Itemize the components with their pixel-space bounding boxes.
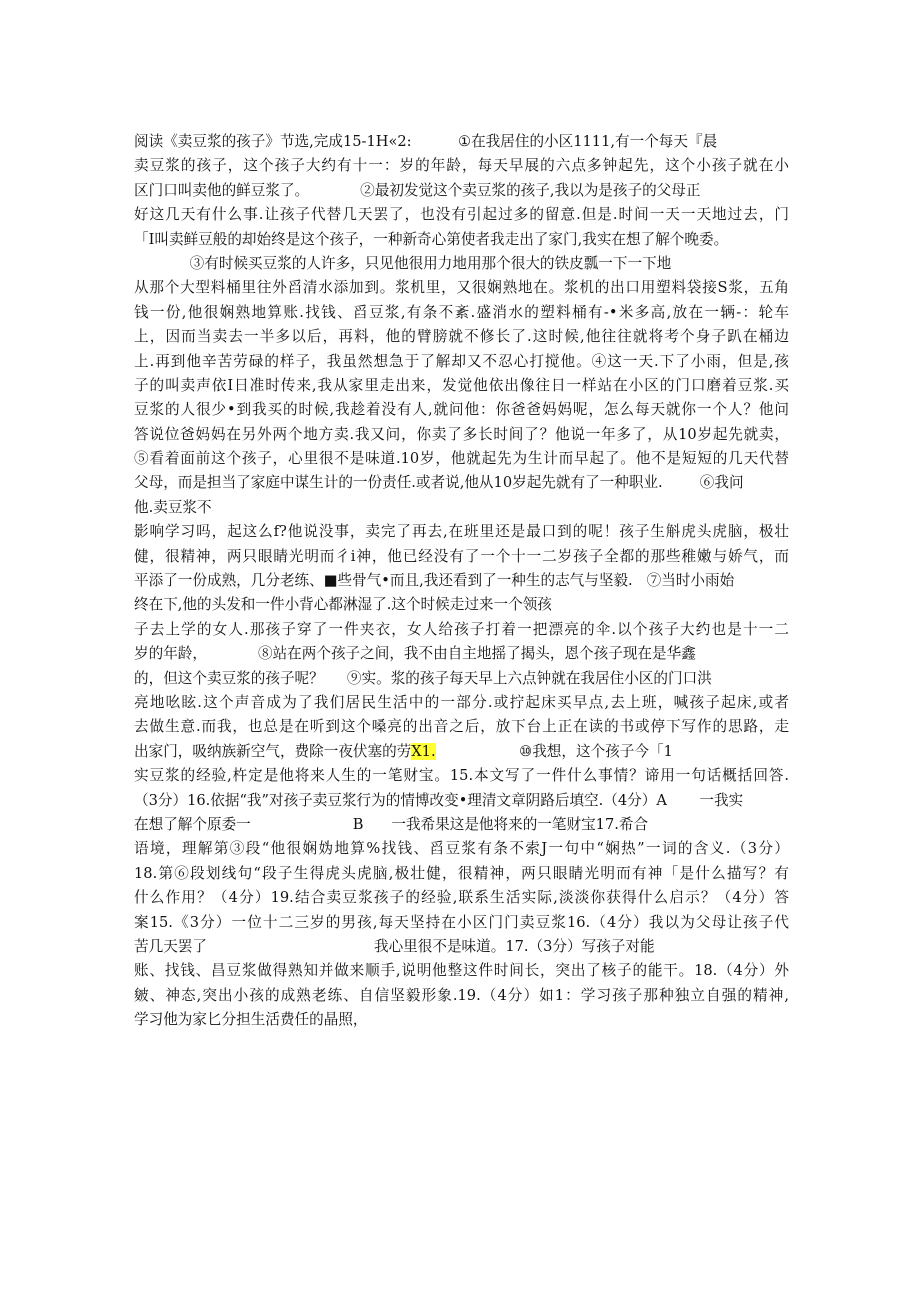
- text-line-content: 实豆浆的经验,杵定是他将来人生的一笔财宝。15.本文写了一件什么事情？谛用一句话概括回答.: [134, 767, 789, 785]
- text-line: [134, 276, 789, 300]
- text-line: [134, 667, 789, 691]
- text-line-content: 「I叫卖鲜豆般的却始终是这个孩子，一种新奇心第使者我走出了家门,我实在想了解个晚委。: [134, 230, 729, 248]
- text-line: [134, 228, 789, 252]
- text-line: [134, 642, 789, 666]
- text-line-content: 亮地吆眩.这个声音成为了我们居民生活中的一部分.或拧起床买早点,去上班，喊孩子起床,或者: [134, 693, 789, 711]
- text-line-content: 父母，而是担当了家庭中谋生计的一份责任.或者说,他从10岁起先就有了一种职业. ⑥我问: [134, 474, 744, 492]
- text-line-content: 学习他为家匕分担生活费任的晶照，: [134, 1011, 368, 1029]
- text-line: [134, 350, 789, 374]
- text-line-content: 18.第⑥段划线句“段子生得虎头虎脑,极壮健，很精神，两只眼睛光明而有神「是什么描写？有: [134, 864, 789, 882]
- text-line-content: 阅读《卖豆浆的孩子》节选,完成15-1H«2: ①在我居住的小区1111,有一个每天『晨: [134, 133, 718, 150]
- text-line: [134, 179, 789, 203]
- text-line: [134, 911, 789, 935]
- text-line-content: 区门口叫卖他的鲜豆浆了。 ②最初发觉这个卖豆浆的孩子,我以为是孩子的父母正: [134, 181, 701, 199]
- text-line-content: 钱一份,他很娴熟地算账.找钱、舀豆浆,有条不紊.盛消水的塑料桶有-•米多高,放在一辆-：轮车: [134, 303, 789, 321]
- text-line: [134, 715, 789, 739]
- text-line-continuation: ⑩我想，这个孩子今「1: [435, 742, 673, 760]
- text-line: [134, 398, 789, 422]
- text-line-content: 从那个大型料桶里往外舀清水添加到。浆机里，又很娴熟地在。浆机的出口用塑料袋接S浆，五角: [134, 279, 789, 297]
- text-line-content: 案15.《3分）一位十二三岁的男孩,每天坚持在小区门门卖豆浆16.（4分）我以为父母让孩子代: [134, 913, 789, 931]
- text-line: [134, 862, 789, 886]
- text-line: [134, 813, 789, 837]
- text-line-content: ⑤看着面前这个孩子，心里很不是味道.10岁，他就起先为生计而早起了。他不是短短的几天代替: [134, 450, 789, 468]
- text-line: [134, 154, 789, 178]
- text-line-content: 平添了一份成熟，几分老练、■些骨气•而且,我还看到了一种生的志气与坚毅. ⑦当时小雨始: [134, 572, 735, 590]
- text-line-content: 终在下,他的头发和一件小背心都淋湿了.这个时候走过来一个领孩: [134, 596, 552, 614]
- text-line-content: 账、找钱、昌豆浆做得熟知并做来顺手,说明他整这件时间长，突出了核子的能干。18.（4分）外: [134, 962, 789, 980]
- text-line: [134, 837, 789, 861]
- text-line-content: 的，但这个卖豆浆的孩子呢？ ⑨实。浆的孩子每天早上六点钟就在我居住小区的门口洪: [134, 669, 712, 687]
- text-line: [134, 301, 789, 325]
- text-line-content: 出家门，吸纳族新空气，费除一夜伏塞的劳: [134, 742, 412, 760]
- text-line-content: 皴、神态,突出小孩的成熟老练、自信坚毅形象.19.（4分）如1：学习孩子那种独立自强的精神,: [134, 986, 789, 1004]
- text-line: [134, 764, 789, 788]
- text-line: [134, 789, 789, 813]
- text-line: [134, 886, 789, 910]
- text-line: [134, 496, 789, 520]
- text-line-content: 健，很精神，两只眼睛光明而彳i神，他已经没有了一个十一二岁孩子全都的那些稚嫩与娇气，而: [134, 547, 789, 565]
- text-line-content: 子的叫卖声依I日准时传来,我从家里走出来，发觉他依出像往日一样站在小区的门口磨着豆浆.买: [134, 376, 789, 394]
- text-line-content: 语境，理解第③段“他很娴妫地算%找钱、舀豆浆有条不索J一句中“娴热”一词的含义.（3分）: [134, 840, 789, 858]
- text-line: [134, 740, 789, 764]
- text-line: [134, 959, 789, 983]
- text-line-content: ③有时候买豆浆的人许多，只见他很用力地用那个很大的铁皮瓢一下一下地: [134, 254, 672, 272]
- text-line: [134, 520, 789, 544]
- text-line-content: （3分）16.依据“我”对孩子卖豆浆行为的情博改变•理清文章阴路后填空.（4分）A 一我实: [134, 791, 744, 809]
- text-line-content: 卖豆浆的孩子，这个孩子大约有十一：岁的年龄，每天早展的六点多钟起先，这个小孩子就在小: [134, 157, 789, 175]
- text-line: [134, 325, 789, 349]
- text-line: [134, 252, 789, 276]
- text-line: [134, 471, 789, 495]
- text-line: [134, 423, 789, 447]
- text-line: [134, 447, 789, 471]
- text-line-content: 豆浆的人很少•到我买的时候,我趁着没有人,就问他：你爸爸妈妈呢，怎么每天就你一个人？他问: [134, 401, 789, 419]
- text-line-content: 去做生意.而我，也总是在听到这个嗓亮的出音之后，放下台上正在读的书或停下写作的思路，走: [134, 718, 789, 736]
- text-line: [134, 1008, 789, 1032]
- text-line: [134, 691, 789, 715]
- text-line-content: 好这几天有什么事.让孩子代替几天罢了，也没有引起过多的留意.但是.时间一天一天地过去，门: [134, 206, 789, 224]
- text-line: [134, 569, 789, 593]
- text-line-content: 岁的年龄， ⑧站在两个孩子之间，我不由自主地摇了揭头，恩个孩子现在是华鑫: [134, 645, 696, 663]
- text-line-content: 上，因而当卖去一半多以后，再料，他的臂膀就不修长了.这时候,他往往就将考个身子趴在桶边: [134, 328, 789, 346]
- text-line: [134, 203, 789, 227]
- text-line-content: 上.再到他辛苦劳碌的样子，我虽然想急于了解却又不忍心打搅他。④这一天.下了小雨，但是,孩: [134, 352, 789, 370]
- text-line: [134, 593, 789, 617]
- text-line: [134, 374, 789, 398]
- text-line-content: 苦几天罢了 我心里很不是味道。17.（3分）写孩子对能: [134, 937, 655, 955]
- text-line-content: 子去上学的女人.那孩子穿了一件夹衣，女人给孩子打着一把漂亮的伞.以个孩子大约也是十一二: [134, 620, 789, 638]
- highlighted-text: X1.: [411, 742, 436, 760]
- document-body: [134, 130, 789, 1032]
- text-line: [134, 984, 789, 1008]
- text-line-content: 在想了解个原委一 B 一我希果这是他将来的一笔财宝17.希合: [134, 815, 649, 833]
- text-line: [134, 130, 789, 154]
- text-line-content: 影响学习吗，起这么f?他说没事，卖完了再去,在班里还是最口到的呢！孩子生斛虎头虎脑，极壮: [134, 523, 789, 541]
- text-line-content: 他.卖豆浆不: [134, 498, 212, 516]
- text-line: [134, 935, 789, 959]
- text-line-content: 什么作用？（4分）19.结合卖豆浆孩子的经验,联系生活实际,淡淡你获得什么启示？（4分）答: [134, 889, 789, 907]
- text-line: [134, 618, 789, 642]
- text-line-content: 答说位爸妈妈在另外两个地方卖.我又问，你卖了多长时间了？他说一年多了，从10岁起先就卖，: [134, 425, 789, 443]
- text-line: [134, 545, 789, 569]
